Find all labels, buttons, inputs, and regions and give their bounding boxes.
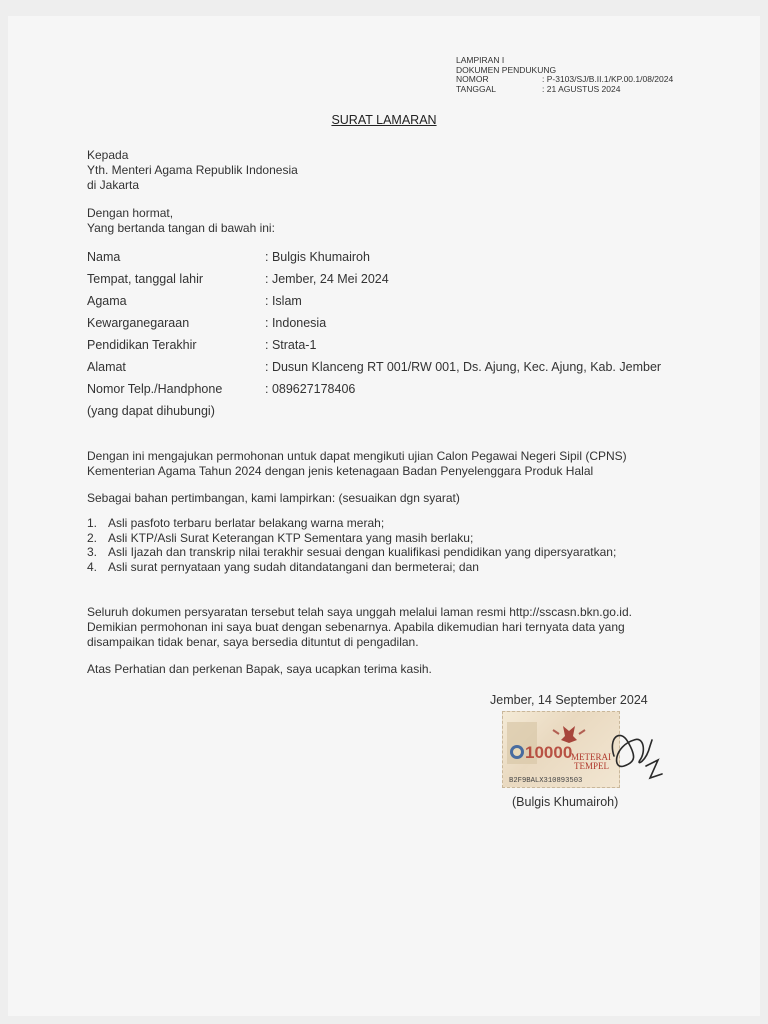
field-value: : Dusun Klanceng RT 001/RW 001, Ds. Ajung, Kec. Ajung, Kab. Jember <box>265 360 662 374</box>
field-label: Alamat <box>87 360 126 374</box>
list-item <box>87 545 616 560</box>
list-item-number: 1. <box>87 516 98 530</box>
closing-line-2: Demikian permohonan ini saya buat dengan sebenarnya. Apabila dikemudian hari ternyata data yang <box>87 620 625 634</box>
field-value: : Strata-1 <box>265 338 317 352</box>
recipient-line-2: Yth. Menteri Agama Republik Indonesia <box>87 163 298 177</box>
field-label: (yang dapat dihubungi) <box>87 404 215 418</box>
list-item <box>87 516 616 531</box>
recipient-line-1: Kepada <box>87 148 129 162</box>
field-row <box>87 312 661 334</box>
field-value: : 089627178406 <box>265 382 356 396</box>
field-row <box>87 356 661 378</box>
application-line-2: Kementerian Agama Tahun 2024 dengan jenis ketenagaan Badan Penyelenggara Produk Halal <box>87 464 594 478</box>
lampiran-subtitle: DOKUMEN PENDUKUNG <box>456 64 557 75</box>
greeting-block <box>87 206 275 236</box>
stamp-serial: B2F9BALX310893503 <box>509 777 583 785</box>
field-label: Tempat, tanggal lahir <box>87 272 204 286</box>
list-item-text: Asli surat pernyataan yang sudah ditandatangani dan bermeterai; dan <box>108 559 479 574</box>
field-label: Nama <box>87 250 121 264</box>
recipient-line-3: di Jakarta <box>87 178 140 192</box>
lampiran-title: LAMPIRAN I <box>456 55 505 65</box>
field-row <box>87 268 661 290</box>
field-label: Nomor Telp./Handphone <box>87 382 223 396</box>
attachments-intro: Sebagai bahan pertimbangan, kami lampirkan: (sesuaikan dgn syarat) <box>87 491 460 505</box>
letter-page <box>8 16 760 1016</box>
list-item-number: 4. <box>87 559 98 574</box>
recipient-block <box>87 148 298 193</box>
application-line-1: Dengan ini mengajukan permohonan untuk dapat mengikuti ujian Calon Pegawai Negeri Sipil (CPNS) <box>87 449 627 463</box>
field-value: : Islam <box>265 294 302 308</box>
application-paragraph <box>87 449 627 479</box>
personal-data <box>87 246 661 422</box>
closing-paragraph <box>87 605 632 650</box>
field-label: Agama <box>87 294 127 308</box>
stamp-value: 10000 <box>525 743 573 762</box>
field-row <box>87 290 661 312</box>
field-row <box>87 334 661 356</box>
lampiran-block <box>456 56 673 94</box>
closing-line-1: Seluruh dokumen persyaratan tersebut telah saya unggah melalui laman resmi http://sscasn.bkn.go.id. <box>87 605 632 619</box>
stamp-label-1: METERAI <box>571 752 611 762</box>
field-row <box>87 246 661 268</box>
nomor-value: : P-3103/SJ/B.II.1/KP.00.1/08/2024 <box>542 74 674 84</box>
field-value: : Indonesia <box>265 316 327 330</box>
closing-thanks: Atas Perhatian dan perkenan Bapak, saya ucapkan terima kasih. <box>87 662 432 676</box>
attachments-list <box>87 516 616 574</box>
meterai-stamp-graphic <box>503 712 619 787</box>
field-value: : Bulgis Khumairoh <box>265 250 370 264</box>
field-row <box>87 378 661 400</box>
list-item <box>87 560 616 575</box>
list-item-number: 2. <box>87 530 98 545</box>
list-item <box>87 531 616 546</box>
list-item-text: Asli KTP/Asli Surat Keterangan KTP Sementara yang masih berlaku; <box>108 530 474 545</box>
signatory-name: (Bulgis Khumairoh) <box>512 795 619 809</box>
closing-line-3: disampaikan tidak benar, saya bersedia dituntut di pengadilan. <box>87 635 419 649</box>
greeting-line-1: Dengan hormat, <box>87 206 174 220</box>
signature-place-date: Jember, 14 September 2024 <box>490 693 648 707</box>
field-label: Pendidikan Terakhir <box>87 338 197 352</box>
tanggal-label: TANGGAL <box>456 83 496 94</box>
list-item-text: Asli Ijazah dan transkrip nilai terakhir sesuai dengan kualifikasi pendidikan yang dipersyaratkan; <box>108 545 617 560</box>
field-label: Kewarganegaraan <box>87 316 190 330</box>
meterai-stamp <box>502 711 620 788</box>
field-value: : Jember, 24 Mei 2024 <box>265 272 389 286</box>
tanggal-value: : 21 AGUSTUS 2024 <box>542 83 621 94</box>
lampiran-tanggal <box>456 85 673 95</box>
letter-title: SURAT LAMARAN <box>331 113 437 127</box>
signature-scribble <box>606 716 666 788</box>
greeting-line-2: Yang bertanda tangan di bawah ini: <box>87 221 275 235</box>
list-item-number: 3. <box>87 545 98 560</box>
nomor-label: NOMOR <box>456 74 489 84</box>
list-item-text: Asli pasfoto terbaru berlatar belakang warna merah; <box>108 516 385 530</box>
field-row <box>87 400 661 422</box>
stamp-label-2: TEMPEL <box>574 761 609 771</box>
